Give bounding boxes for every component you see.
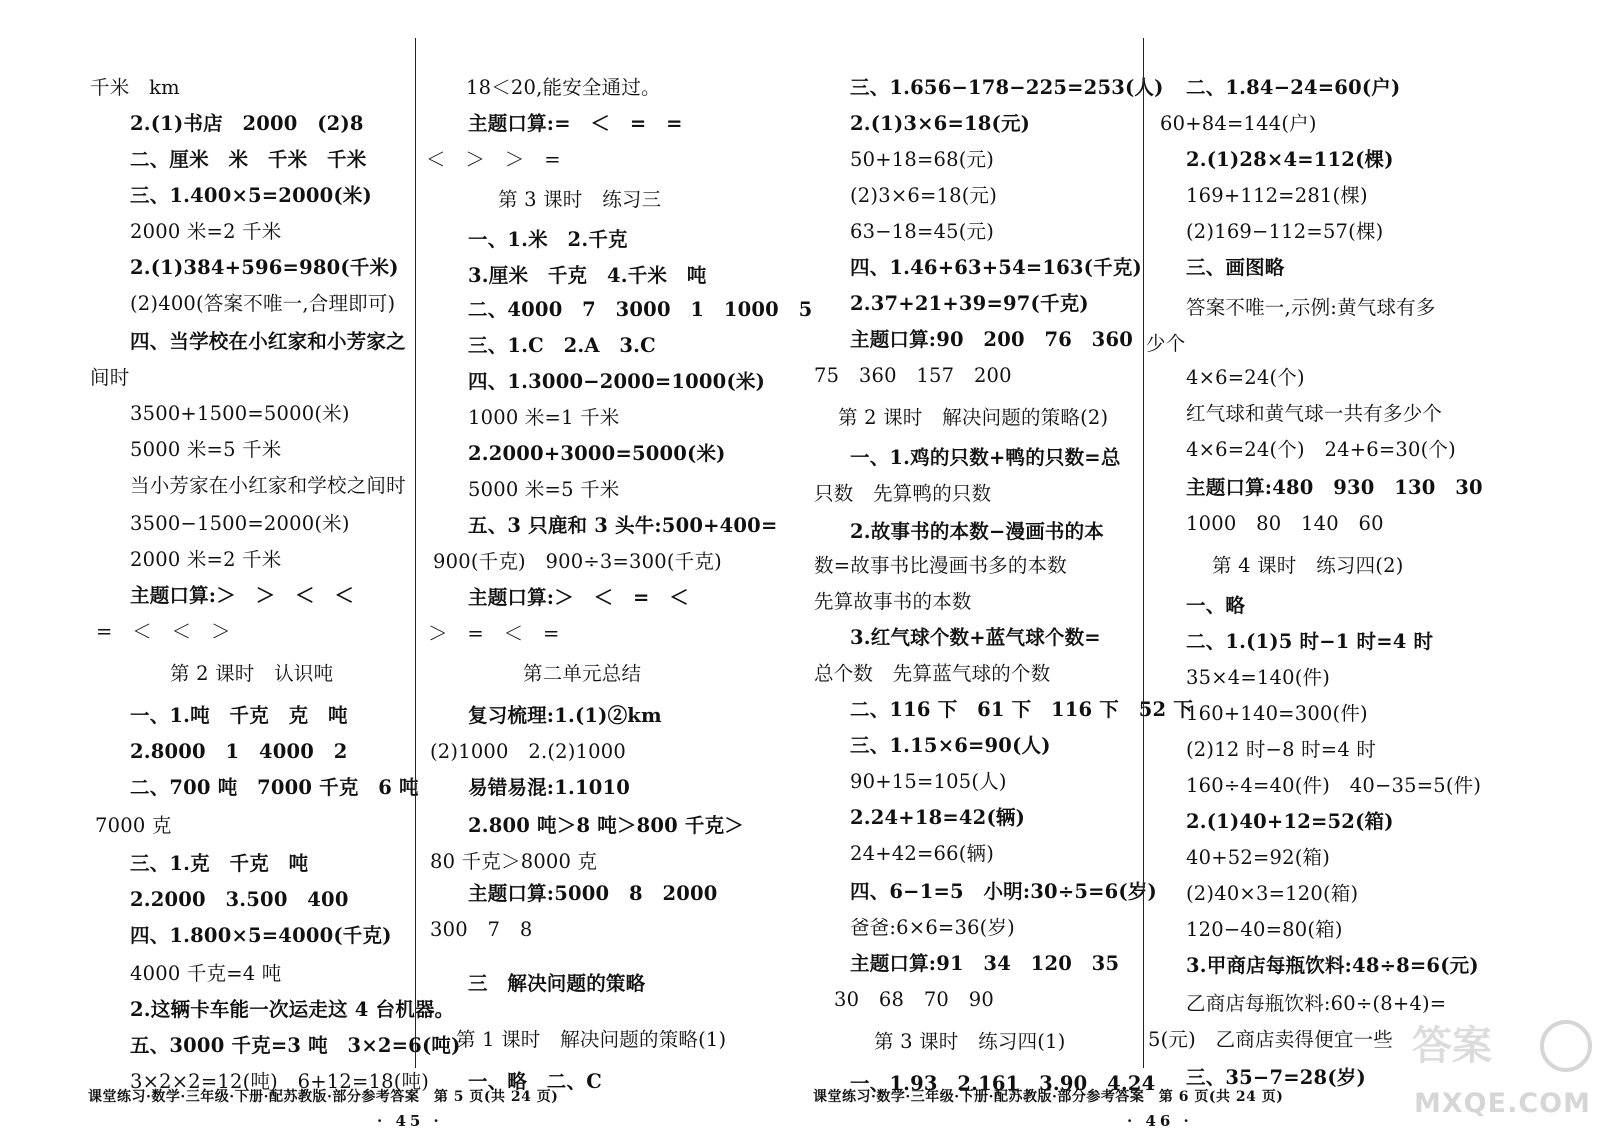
answer-line: 60+84=144(户) [1160,112,1317,135]
answer-line: 2.(1)28×4=112(棵) [1186,148,1394,171]
answer-line: 2.8000 1 4000 2 [130,740,348,763]
answer-line: 三、画图略 [1186,256,1285,279]
answer-line: 2.故事书的本数−漫画书的本 [850,520,1104,543]
answer-line: 只数 先算鸭的只数 [814,482,992,505]
answer-line: 2.2000 3.500 400 [130,888,349,911]
left-page-footer: 课堂练习·数学·三年级·下册·配苏教版·部分参考答案 第 5 页(共 24 页) [88,1089,559,1105]
left-page-number: · 45 · [377,1112,443,1130]
answer-line: 30 68 70 90 [834,988,994,1011]
right-page-number: · 46 · [1127,1112,1193,1130]
answer-line: 169+112=281(棵) [1186,184,1368,207]
answer-line: 第 3 课时 练习三 [498,188,662,211]
answer-line: 4000 千克=4 吨 [130,962,282,985]
answer-line: 5(元) 乙商店卖得便宜一些 [1148,1028,1393,1051]
answer-line: 四、1.3000−2000=1000(米) [468,370,766,393]
answer-line: 第 3 课时 练习四(1) [874,1030,1066,1053]
answer-line: 二、700 吨 7000 千克 6 吨 [130,776,419,799]
answer-line: 160+140=300(件) [1186,702,1368,725]
answer-line: 主题口算:90 200 76 360 [850,328,1133,351]
answer-line: 1000 米=1 千米 [468,406,620,429]
answer-line: 第 2 课时 解决问题的策略(2) [838,406,1109,429]
answer-line: 1000 80 140 60 [1186,512,1384,535]
answer-line: 三、1.400×5=2000(米) [130,184,372,207]
right-page-footer: 课堂练习·数学·三年级·下册·配苏教版·部分参考答案 第 6 页(共 24 页) [813,1089,1284,1105]
answer-line: 一、略 [1186,594,1246,617]
column-divider [1143,38,1144,1068]
right-page [800,0,1600,1140]
answer-line: 24+42=66(辆) [850,842,995,865]
watermark-logo-mark: 答案 [1412,1023,1492,1069]
answer-line: 爸爸:6×6=36(岁) [850,916,1015,939]
answer-line: (2)1000 2.(2)1000 [430,740,627,763]
answer-line: 乙商店每瓶饮料:60÷(8+4)= [1186,992,1447,1015]
answer-line: 三、35−7=28(岁) [1186,1066,1366,1089]
answer-line: 2.800 吨＞8 吨＞800 千克＞ [468,814,745,837]
watermark-url: MXQE.COM [1414,1088,1591,1119]
answer-line: 63−18=45(元) [850,220,995,243]
answer-line: 3.甲商店每瓶饮料:48÷8=6(元) [1186,954,1479,977]
answer-line: (2)3×6=18(元) [850,184,998,207]
answer-line: 3500+1500=5000(米) [130,402,350,425]
answer-line: 千米 km [90,76,180,99]
answer-line: 二、厘米 米 千米 千米 [130,148,367,171]
answer-line: 第 2 课时 认识吨 [170,662,334,685]
answer-line: 2000 米=2 千米 [130,220,282,243]
answer-line: ＜ ＞ ＞ = [426,148,561,171]
answer-line: 2.这辆卡车能一次运走这 4 台机器。 [130,998,455,1021]
answer-line: (2)400(答案不唯一,合理即可) [130,292,396,315]
answer-line: 一、略 二、C [468,1070,602,1093]
answer-line: 总个数 先算蓝气球的个数 [814,662,1051,685]
answer-line: 一、1.93 2.161 3.90 4.24 [850,1072,1156,1095]
answer-line: 红气球和黄气球一共有多少个 [1186,402,1443,425]
answer-line: 四、1.46+63+54=163(千克) [850,256,1142,279]
answer-line: 2.(1)384+596=980(千米) [130,256,399,279]
answer-line: 答案不唯一,示例:黄气球有多 [1186,296,1436,319]
answer-line: 四、6−1=5 小明:30÷5=6(岁) [850,880,1157,903]
answer-line: 当小芳家在小红家和学校之间时 [130,474,406,497]
answer-line: 复习梳理:1.(1)②km [468,704,662,727]
answer-line: 主题口算:＞ ＜ = ＜ [468,586,689,609]
answer-line: 5000 米=5 千米 [130,438,282,461]
answer-line: 第 1 课时 解决问题的策略(1) [456,1028,727,1051]
answer-line: 三、1.克 千克 吨 [130,852,309,875]
answer-line: 7000 克 [95,814,172,837]
answer-line: 35×4=140(件) [1186,666,1331,689]
answer-line: 一、1.鸡的只数+鸭的只数=总 [850,446,1121,469]
answer-line: (2)40×3=120(箱) [1186,882,1359,905]
answer-line: ＞ = ＜ = [428,622,560,645]
answer-line: 三 解决问题的策略 [468,972,646,995]
answer-line: 易错易混:1.1010 [468,776,631,799]
answer-line: 五、3 只鹿和 3 头牛:500+400= [468,514,778,537]
answer-line: 主题口算:＞ ＞ ＜ ＜ [130,584,355,607]
answer-line: 3.厘米 千克 4.千米 吨 [468,264,707,287]
answer-line: 2.(1)3×6=18(元) [850,112,1031,135]
answer-line: 900(千克) 900÷3=300(千克) [433,550,722,573]
answer-line: 3.红气球个数+蓝气球个数= [850,626,1101,649]
answer-line: 90+15=105(人) [850,770,1007,793]
answer-line: 二、1.(1)5 时−1 时=4 时 [1186,630,1434,653]
watermark-logo [1412,1014,1594,1132]
answer-line: 120−40=80(箱) [1186,918,1343,941]
answer-line: 第 4 课时 练习四(2) [1212,554,1404,577]
answer-line: 三、1.C 2.A 3.C [468,334,656,357]
answer-line: 300 7 8 [430,918,533,941]
answer-line: 一、1.米 2.千克 [468,228,628,251]
answer-line: 先算故事书的本数 [814,590,972,613]
answer-line: 主题口算:480 930 130 30 [1186,476,1483,499]
answer-line: 3500−1500=2000(米) [130,512,350,535]
answer-line: 四、1.800×5=4000(千克) [130,924,392,947]
answer-line: 3×2×2=12(吨) 6+12=18(吨) [130,1070,430,1093]
answer-line: 75 360 157 200 [814,364,1012,387]
answer-line: 三、1.656−178−225=253(人) [850,76,1164,99]
answer-line: 2.(1)40+12=52(箱) [1186,810,1394,833]
answer-line: 2.(1)书店 2000 (2)8 [130,112,364,135]
answer-line: 数=故事书比漫画书多的本数 [814,554,1067,577]
answer-line: 二、116 下 61 下 116 下 52 下 [850,698,1193,721]
answer-line: 4×6=24(个) [1186,366,1305,389]
answer-line: 三、1.15×6=90(人) [850,734,1051,757]
answer-line: 50+18=68(元) [850,148,995,171]
answer-line: 二、1.84−24=60(户) [1186,76,1401,99]
answer-line: 5000 米=5 千米 [468,478,620,501]
answer-line: 四、当学校在小红家和小芳家之 [130,330,406,353]
answer-line: 一、1.吨 千克 克 吨 [130,704,348,727]
column-divider [415,38,416,1068]
answer-line: 4×6=24(个) 24+6=30(个) [1186,438,1456,461]
answer-line: 2.24+18=42(辆) [850,806,1025,829]
answer-line: (2)169−112=57(棵) [1186,220,1384,243]
answer-line: 五、3000 千克=3 吨 3×2=6(吨) [130,1034,461,1057]
answer-line: 40+52=92(箱) [1186,846,1331,869]
answer-line: 主题口算:= ＜ = = [468,112,683,135]
answer-line: 第二单元总结 [523,662,642,685]
answer-line: 间时 [90,366,130,389]
answer-line: (2)12 时−8 时=4 时 [1186,738,1377,761]
answer-line: 80 千克＞8000 克 [430,850,598,873]
answer-line: 少个 [1146,332,1186,355]
answer-line: 160÷4=40(件) 40−35=5(件) [1186,774,1482,797]
answer-line: 2000 米=2 千米 [130,548,282,571]
answer-line: 18＜20,能安全通过。 [466,76,661,99]
answer-line: = ＜ ＜ ＞ [96,620,231,643]
answer-line: 2.37+21+39=97(千克) [850,292,1089,315]
answer-line: 二、4000 7 3000 1 1000 5 [468,298,813,321]
answer-line: 主题口算:91 34 120 35 [850,952,1120,975]
watermark-circle-icon [1540,1020,1592,1072]
answer-line: 主题口算:5000 8 2000 [468,882,718,905]
answer-line: 2.2000+3000=5000(米) [468,442,726,465]
